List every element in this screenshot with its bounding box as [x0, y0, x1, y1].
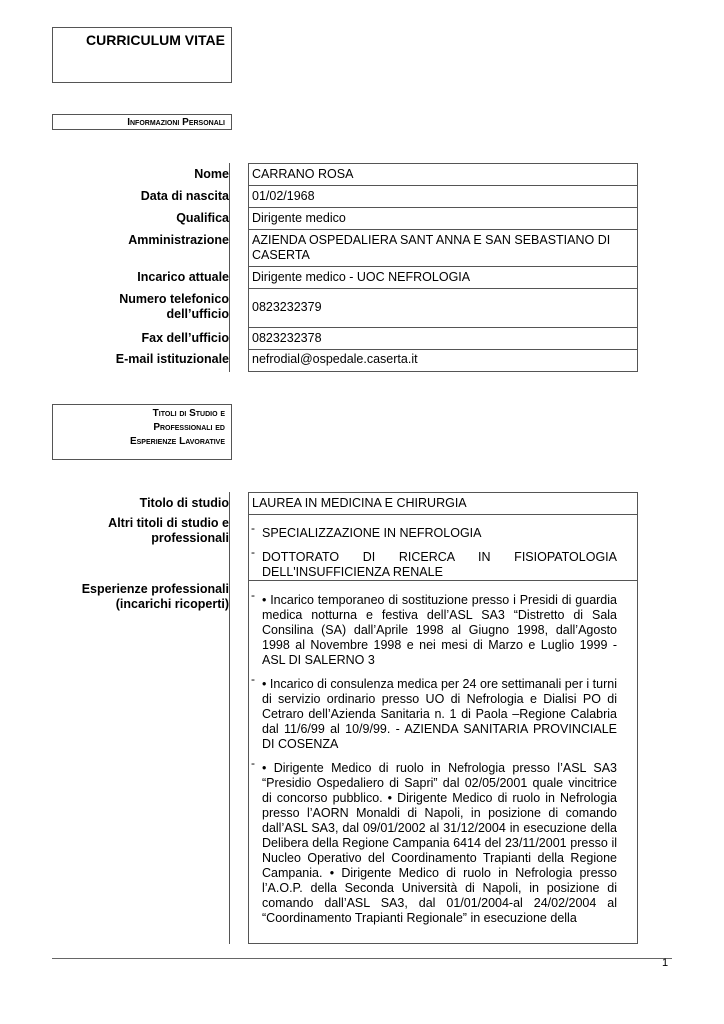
- section-personal-label: Informazioni Personali: [127, 117, 225, 128]
- administration-label: Amministrazione: [128, 233, 229, 247]
- table-row-divider: [248, 185, 638, 186]
- other-title-item: SPECIALIZZAZIONE IN NEFROLOGIA: [262, 526, 482, 540]
- experience-label: Esperienze professionali (incarichi ricoperti): [81, 582, 229, 611]
- title-box: [52, 27, 232, 83]
- section-titles-heading: [52, 404, 232, 460]
- experience-item: • Incarico di consulenza medica per 24 ore settimanali per i turni di servizio ordinario presso UO di Nefrologia e Dialisi PO di Cetraro dell’Azienda Sanitaria n. 1 di Paola –Regione Calabria dal 11/6/99 al 10/9/99. - AZIENDA SANITARIA PROVINCIALE DI COSENZA: [262, 677, 617, 751]
- other-titles-label: Altri titoli di studio e professionali: [108, 516, 229, 545]
- table-row-divider: [248, 514, 638, 515]
- email-label: E-mail istituzionale: [115, 352, 229, 366]
- section-titles-line1: Titoli di Studio e: [152, 408, 225, 419]
- section-personal-heading: [52, 114, 232, 130]
- section-titles-line3: Esperienze Lavorative: [129, 436, 225, 447]
- table-row-divider: [248, 207, 638, 208]
- qualification-value: Dirigente medico: [252, 211, 346, 225]
- footer-rule: [52, 958, 672, 959]
- list-dash: -: [251, 672, 255, 686]
- office-phone-label: Numero telefonico dell’ufficio: [119, 292, 229, 321]
- table-row-divider: [248, 580, 638, 581]
- list-dash: -: [251, 756, 255, 770]
- table-row-divider: [248, 288, 638, 289]
- list-dash: -: [251, 545, 255, 559]
- experience-item: • Dirigente Medico di ruolo in Nefrologia presso l’ASL SA3 “Presidio Ospedaliero di Sapri” dal 02/05/2001 quale vincitrice di concorso pubblico. • Dirigente Medico di ruolo in Nefrologia presso l’AORN Monaldi di Napoli, in posizione di comando dall’ASL SA3, dal 09/01/2002 al 31/12/2004 in esecuzione della Delibera della Regione Campania 6414 del 23/11/2001 presso il Nucleo Operativo del Coordinamento Trapianti della Regione Campania. • Dirigente Medico di ruolo in Nefrologia presso l’A.O.P. della Seconda Università di Napoli, in posizione di comando dall’ASL SA3, dal 01/01/2004-al 24/02/2004 al “Coordinamento Trapianti Regionale” in esecuzione della: [262, 761, 617, 925]
- other-title-item: DOTTORATO DI RICERCA IN FISIOPATOLOGIA DELL'INSUFFICIENZA RENALE: [262, 550, 617, 579]
- list-dash: -: [251, 588, 255, 602]
- name-value: CARRANO ROSA: [252, 167, 354, 181]
- birth-date-label: Data di nascita: [140, 189, 229, 203]
- document-title: CURRICULUM VITAE: [86, 32, 225, 48]
- table-row-divider: [248, 327, 638, 328]
- list-dash: -: [251, 521, 255, 535]
- email-value: nefrodial@ospedale.caserta.it: [252, 352, 418, 366]
- qualification-label: Qualifica: [176, 211, 229, 225]
- office-fax-label: Fax dell’ufficio: [141, 331, 229, 345]
- table-row-divider: [248, 229, 638, 230]
- birth-date-value: 01/02/1968: [252, 189, 315, 203]
- section-titles-line2: Professionali ed: [153, 422, 225, 433]
- current-role-label: Incarico attuale: [137, 270, 229, 284]
- degree-label: Titolo di studio: [139, 496, 229, 510]
- experience-item: • Incarico temporaneo di sostituzione presso i Presidi di guardia medica notturna e festiva dell’ASL SA3 “Distretto di Sala Consilina (SA) dall’Aprile 1998 al Giugno 1998, dall’Agosto 1998 al Novembre 1998 e nei mesi di Marzo e Luglio 1999 - ASL DI SALERNO 3: [262, 593, 617, 667]
- current-role-value: Dirigente medico - UOC NEFROLOGIA: [252, 270, 471, 284]
- administration-value: AZIENDA OSPEDALIERA SANT ANNA E SAN SEBASTIANO DI CASERTA: [252, 233, 611, 262]
- office-fax-value: 0823232378: [252, 331, 322, 345]
- label-divider-studies: [229, 492, 230, 944]
- table-row-divider: [248, 349, 638, 350]
- label-divider-personal: [229, 163, 230, 372]
- degree-value: LAUREA IN MEDICINA E CHIRURGIA: [252, 496, 467, 510]
- table-row-divider: [248, 266, 638, 267]
- page-number: 1: [662, 957, 669, 969]
- name-label: Nome: [194, 167, 229, 181]
- office-phone-value: 0823232379: [252, 300, 322, 314]
